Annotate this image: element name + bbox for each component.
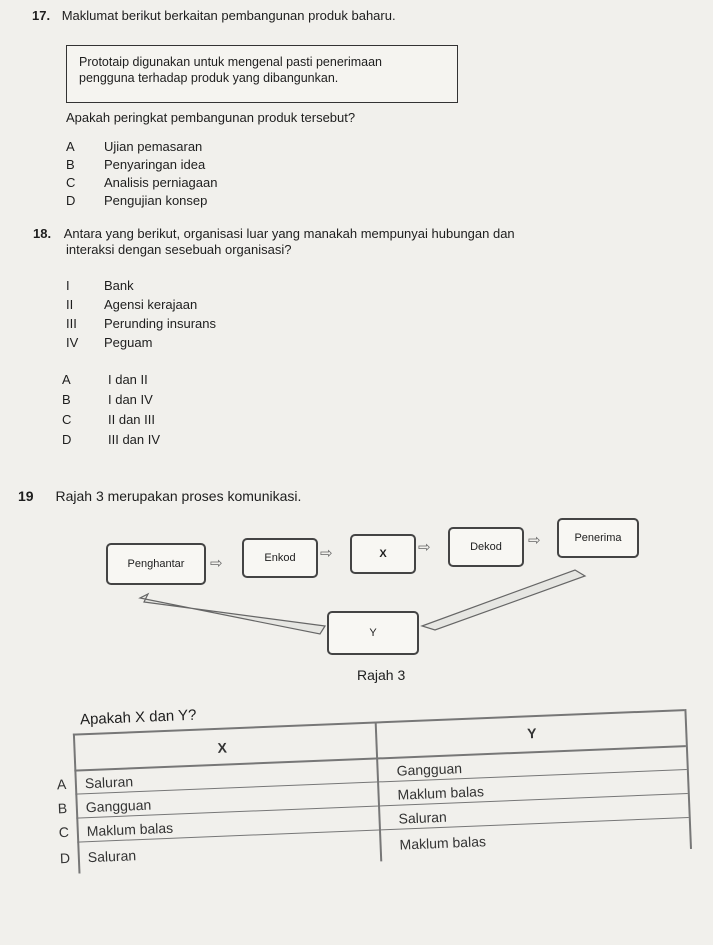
table-header-y: Y bbox=[526, 725, 537, 742]
q18-item-iv: IV Peguam bbox=[66, 335, 153, 350]
table-row-letter: C bbox=[58, 823, 70, 841]
q17-option-b[interactable]: B Penyaringan idea bbox=[66, 157, 206, 172]
table-header-divider bbox=[74, 745, 686, 771]
q17-option-c[interactable]: C Analisis perniagaan bbox=[66, 175, 218, 190]
q18-stem-2: interaksi dengan sesebuah organisasi? bbox=[66, 242, 292, 257]
table-cell-y: Saluran bbox=[398, 808, 448, 827]
arrow-right-icon: ⇨ bbox=[418, 539, 431, 556]
table-row-divider bbox=[75, 769, 687, 795]
feedback-arrow-y-to-sender bbox=[140, 594, 325, 634]
q17-option-a[interactable]: A Ujian pemasaran bbox=[66, 139, 203, 154]
diagram-x-label: X bbox=[379, 548, 387, 560]
diagram-encode-label: Enkod bbox=[264, 552, 296, 564]
arrow-right-icon: ⇨ bbox=[320, 545, 333, 562]
q19-number: 19 bbox=[18, 488, 34, 504]
q18-item-iii: III Perunding insurans bbox=[66, 316, 217, 331]
table-cell-y: Gangguan bbox=[396, 760, 463, 779]
table-cell-x: Saluran bbox=[84, 773, 134, 792]
q17-number: 17. bbox=[32, 8, 51, 23]
q17-info-box bbox=[66, 45, 458, 103]
q19-stem: Rajah 3 merupakan proses komunikasi. bbox=[55, 488, 302, 504]
diagram-caption: Rajah 3 bbox=[357, 667, 406, 683]
q18-option-c[interactable]: C II dan III bbox=[62, 412, 155, 427]
diagram-sender-label: Penghantar bbox=[127, 558, 185, 570]
q18-option-b[interactable]: B I dan IV bbox=[62, 392, 153, 407]
q18-stem-1: Antara yang berikut, organisasi luar yang manakah mempunyai hubungan dan bbox=[63, 226, 515, 241]
q17-question: Apakah peringkat pembangunan produk tersebut? bbox=[66, 110, 356, 125]
table-column-divider bbox=[375, 721, 382, 861]
table-cell-x: Gangguan bbox=[85, 796, 152, 816]
q19-question: Apakah X dan Y? bbox=[79, 706, 197, 729]
table-row-letter: B bbox=[57, 799, 68, 817]
table-cell-x: Maklum balas bbox=[86, 819, 174, 840]
table-header-x: X bbox=[217, 739, 228, 756]
q17-option-d[interactable]: D Pengujian konsep bbox=[66, 193, 208, 208]
arrow-right-icon: ⇨ bbox=[210, 555, 223, 572]
table-border-right bbox=[684, 709, 691, 849]
table-border-top bbox=[73, 706, 685, 735]
q18-stem-line-1 bbox=[33, 226, 515, 242]
q19-stem-line bbox=[18, 488, 301, 504]
q18-options bbox=[62, 372, 160, 448]
q19-answer-table bbox=[56, 687, 698, 884]
table-border-left bbox=[73, 734, 80, 874]
q18-items bbox=[66, 278, 216, 351]
q18-number: 18. bbox=[33, 226, 52, 241]
q18-option-d[interactable]: D III dan IV bbox=[62, 432, 161, 447]
feedback-arrow-receiver-to-y bbox=[422, 570, 585, 630]
q17-options bbox=[66, 139, 217, 209]
table-cell-y: Maklum balas bbox=[399, 833, 487, 853]
table-row-divider bbox=[76, 793, 688, 819]
table-cell-y: Maklum balas bbox=[397, 783, 485, 803]
diagram-receiver-box bbox=[557, 518, 639, 558]
q17-box-line-2: pengguna terhadap produk yang dibangunkan. bbox=[79, 71, 339, 85]
diagram-receiver-label: Penerima bbox=[574, 532, 622, 544]
q18-item-i: I Bank bbox=[66, 278, 134, 293]
q17-stem-line bbox=[32, 8, 396, 24]
table-row-letter: D bbox=[59, 849, 71, 867]
q17-stem: Maklumat berikut berkaitan pembangunan produk baharu. bbox=[61, 8, 396, 23]
table-row-letter: A bbox=[56, 775, 67, 793]
diagram-y-box bbox=[327, 611, 419, 655]
q18-item-ii: II Agensi kerajaan bbox=[66, 297, 198, 312]
q17-box-line-1: Prototaip digunakan untuk mengenal pasti penerimaan bbox=[79, 55, 382, 69]
table-cell-x: Saluran bbox=[87, 847, 137, 866]
arrow-right-icon: ⇨ bbox=[528, 532, 541, 549]
q18-option-a[interactable]: A I dan II bbox=[62, 372, 148, 387]
diagram-y-label: Y bbox=[369, 627, 377, 639]
diagram-decode-label: Dekod bbox=[470, 541, 502, 553]
